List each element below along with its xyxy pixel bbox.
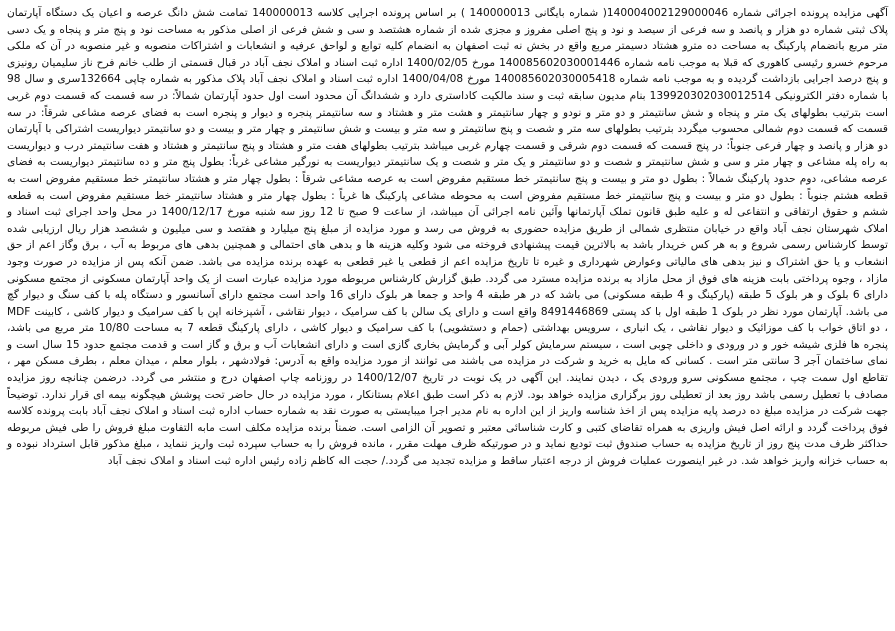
auction-notice-text: آگهی مزایده پرونده اجرائی شماره 140004002129000046( شماره بایگانی 140000013 ) بر اساس پرونده اجرایی کلاسه 140000013 تمامت شش دانگ عرصه و اعیان یک دستگاه آپارتمان پلاک ثبتی شماره دو هزار و پانصد و سه فرعی از سیصد و نود و پنج اصلی مفروز و مجزی شده از شماره هشتصد و سی و شش فرعی از اصلی مذکور به مساحت نود و پنج متر و پنجاه و یک دسی متر مربع بانضمام پارکینگ به مساحت ده مترو هشتاد دسیمتر مربع واقع در بخش نه ثبت اصفهان به انضمام کلیه توابع و لواحق عرفیه و انشعابات و اشتراکات منصوبه و غیر منصوبه در آن که ملکی مرحوم خسرو رئیسی کاهوری که قبلا به موجب نامه شماره 140085602030001446 مورخ 1400/02/05 اداره ثبت اسناد و املاک نجف آباد در قبال قسمتی از طلب خانم فرح ناز سلیمیان رونیزی و پنج درصد اجرایی بازداشت گردیده و به موجب نامه شماره 140085602030005418 مورخ 1400/04/08 اداره ثبت اسناد و املاک نجف آباد پلاک مذکور به شماره چاپی 132664سری و سال 98 با شماره دفتر الکترونیکی 139920302030012514 بنام مدیون سابقه ثبت و سند مالکیت کاداستری دارد و ششدانگ آن محدود است اول حدود آپارتمان شمالاً: در سه قسمت که قسمت دوم غربی است بترتیب بطولهای یک متر و پنجاه و شش سانتیمتر و دو متر و نودو و چهار سانتیمتر و هشت متر و هشتاد و سه سانتیمتر پنجره و دیوار و پنجره است به فضای عرصه مشاعی شرقاً: در سه قسمت که قسمت دوم شمالی محسوب میگردد بترتیب بطولهای سه متر و شصت و پنج سانتیمتر و سه متر و بیست و شش سانتیمتر و چهار متر و بیست و دو سانتیمتر دیواریست اشتراکی با آپارتمان دو هزار و پانصد و چهار فرعی جنوباً: در پنج قسمت که قسمت دوم شرقی و قسمت چهارم غربی میباشد بترتیب بطولهای هفت متر و هشتاد و پنج سانتیمتر و هشتاد و هفت سانتیمتر درب و دیواریست به راه پله مشاعی و چهار متر و سی و شش سانتیمتر و شصت و دو سانتیمتر و یک متر و شصت و یک سانتیمتر دیواریست به نورگیر مشاعی غرباً: بطول پنج متر و ده سانتیمتر دیواریست به فضای عرصه مشاعی، دوم حدود پارکینگ شمالاً : بطول دو متر و بیست و پنج سانتیمتر خط مستقیم مفروض است به عرصه مشاعی شرقاً : بطول چهار متر و هشتاد سانتیمتر خط مستقیم مفروض است به قطعه هشتم جنوباً : بطول دو متر و بیست و پنج سانتیمتر خط مستقیم مفروض است به محوطه مشاعی پارکینگ ها غرباً : بطول چهار متر و هشتاد سانتیمتر خط مستقیم مفروض است به قطعه ششم و حقوق ارتفاقی و انتفاعی له و علیه طبق قانون تملک آپارتمانها وآئین نامه اجرائی آن میباشد، از ساعت 9 صبح تا 12 روز سه شنبه مورخ 1400/12/17 در محل واحد اجرای ثبت اسناد و املاک شهرستان نجف آباد واقع در خیابان منتظری شمالی از طریق مزایده حضوری به فروش می رسد و مورد مزایده از مبلغ پنج میلیارد و هفتصد و سی میلیون و ششصد هزار ریال ارزیابی شده توسط کارشناس رسمی شروع و به هر کس خریدار باشد به بالاترین قیمت پیشنهادی فروخته می شود وکلیه هزینه ها و بدهی های احتمالی و همچنین بدهی های مربوط به آب ، برق وگاز اعم از حق انشعاب و یا حق اشتراک و نیز بدهی های مالیاتی وعوارض شهرداری و غیره تا تاریخ مزایده اعم از قطعی یا غیر قطعی به عهده برنده مزایده می باشد. ضمن آنکه پس از مزایده در صورت وجود مازاد ، وجوه پرداختی بابت هزینه های فوق از محل مازاد به برنده مزایده مسترد می گردد. طبق گزارش کارشناس مربوطه مورد مزایده عبارت است از یک واحد آپارتمان مسکونی از مجتمع مسکونی دارای 6 بلوک و هر بلوک 5 طبقه (پارکینگ و 4 طبقه مسکونی) می باشد که در هر طبقه 4 واحد و جمعا هر بلوک دارای 16 واحد است مجتمع دارای آسانسور و دستگاه پله با کف سنگ و دیوار گچ می باشد. آپارتمان مورد نظر در بلوک 1 طبقه اول با کد پستی 8491446869 واقع است و دارای یک سالن با کف سرامیک ، دیوار نقاشی ، آشپزخانه اپن با کف سرامیک و دیوار کاشی ، کابینت MDF ، دو اتاق خواب با کف موزائیک و دیوار نقاشی ، یک انباری ، سرویس بهداشتی (حمام و دستشویی) با کف سرامیک و دیوار کاشی ، دارای پارکینگ قطعه 7 به مساحت 10/80 متر مربع می باشد، پنجره ها فلزی شیشه خور و در ورودی و داخلی چوبی است ، سیستم سرمایش کولر آبی و گرمایش بخاری گازی است و دارای انشعابات آب و برق و گاز است و قدمت مجتمع حدود 15 سال است و نمای ساختمان آجر 3 سانتی متر است . کسانی که مایل به خرید و شرکت در مزایده می باشند می توانند از مورد مزایده واقع به آدرس: فولادشهر ، بلوار معلم ، میدان معلم ، بطرف مسکن مهر ، تقاطع اول سمت چپ ، مجتمع مسکونی سرو ورودی یک ، دیدن نمایند. این آگهی در یک نوبت در تاریخ 1400/12/07 در روزنامه چاپ اصفهان درج و منتشر می گردد. درضمن چنانچه روز مزایده مصادف با تعطیل رسمی باشد روز بعد از تعطیلی روز برگزاری مزایده خواهد بود. لازم به ذکر است طبق اعلام بستانکار ، مورد مزایده در حال حاضر تحت پوشش هیچگونه بیمه ای قرار ندارد. توضیحاً جهت شرکت در مزایده مبلغ ده درصد پایه مزایده پس از اخذ شناسه واریز از این اداره به نام مدیر اجرا میبایستی به صورت نقد به شماره حساب اداره ثبت اسناد و املاک نجف آباد بابت پرونده کلاسه فوق پرداخت گردد و ارائه اصل فیش واریزی به همراه تقاضای کتبی و کارت شناسائی معتبر و تصویر آن الزامی است. ضمناً برنده مزایده مکلف است مابه التفاوت مبلغ فروش را طی فیش مربوطه حداکثر ظرف مدت پنج روز از تاریخ مزایده به حساب صندوق ثبت تودیع نماید و در صورتیکه ظرف مهلت مقرر ، مانده فروش را به حساب سپرده ثبت واریز ننماید ، مبلغ مذکور قابل استرداد نبوده و به حساب خزانه واریز خواهد شد. در غیر اینصورت عملیات فروش از درجه اعتبار ساقط و مزایده تجدید می گردد./ حجت اله کاظم زاده رئیس اداره ثبت اسناد و املاک نجف آباد (7, 7, 889, 468)
